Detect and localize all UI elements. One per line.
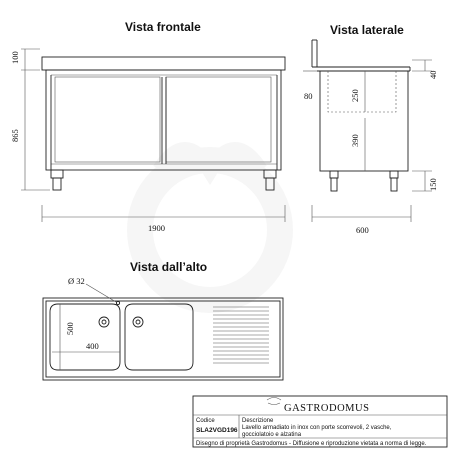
- top-dimensions: [52, 284, 120, 370]
- side-view: [312, 40, 410, 191]
- dim-basin-depth-top: 500: [65, 322, 75, 335]
- dim-front-width: 1900: [148, 223, 165, 233]
- front-view: [42, 57, 285, 190]
- dim-basin-width-top: 400: [86, 341, 99, 351]
- side-view-title: Vista laterale: [330, 23, 404, 37]
- top-view: [43, 298, 283, 380]
- front-view-title: Vista frontale: [125, 20, 201, 34]
- code-label: Codice: [196, 418, 215, 424]
- description-label: Descrizione: [242, 418, 274, 424]
- brand-name: GASTRODOMUS: [284, 403, 370, 414]
- footer-note: Disegno di proprietà Gastrodomus - Diffusione e riproduzione vietata a norma di legge.: [196, 441, 427, 447]
- brand-logo-icon: [267, 398, 281, 405]
- description-line-2: gocciolatoio e alzatina: [242, 432, 302, 438]
- dim-side-offset: 80: [304, 91, 313, 101]
- dim-front-top: 100: [10, 51, 20, 64]
- side-dimensions: [303, 60, 432, 222]
- code-value: SLA2VGD196: [196, 427, 238, 434]
- dim-front-height: 865: [10, 129, 20, 142]
- dim-hole-diameter: Ø 32: [68, 276, 85, 286]
- dim-side-top: 40: [428, 70, 438, 79]
- dim-side-leg: 150: [428, 178, 438, 191]
- top-view-title: Vista dall’alto: [130, 260, 208, 274]
- dim-side-width: 600: [356, 225, 369, 235]
- dim-side-shelf: 390: [350, 134, 360, 147]
- description-line-1: Lavello armadiato in inox con porte scorrevoli, 2 vasche,: [242, 425, 392, 431]
- dim-side-basin-depth: 250: [350, 89, 360, 102]
